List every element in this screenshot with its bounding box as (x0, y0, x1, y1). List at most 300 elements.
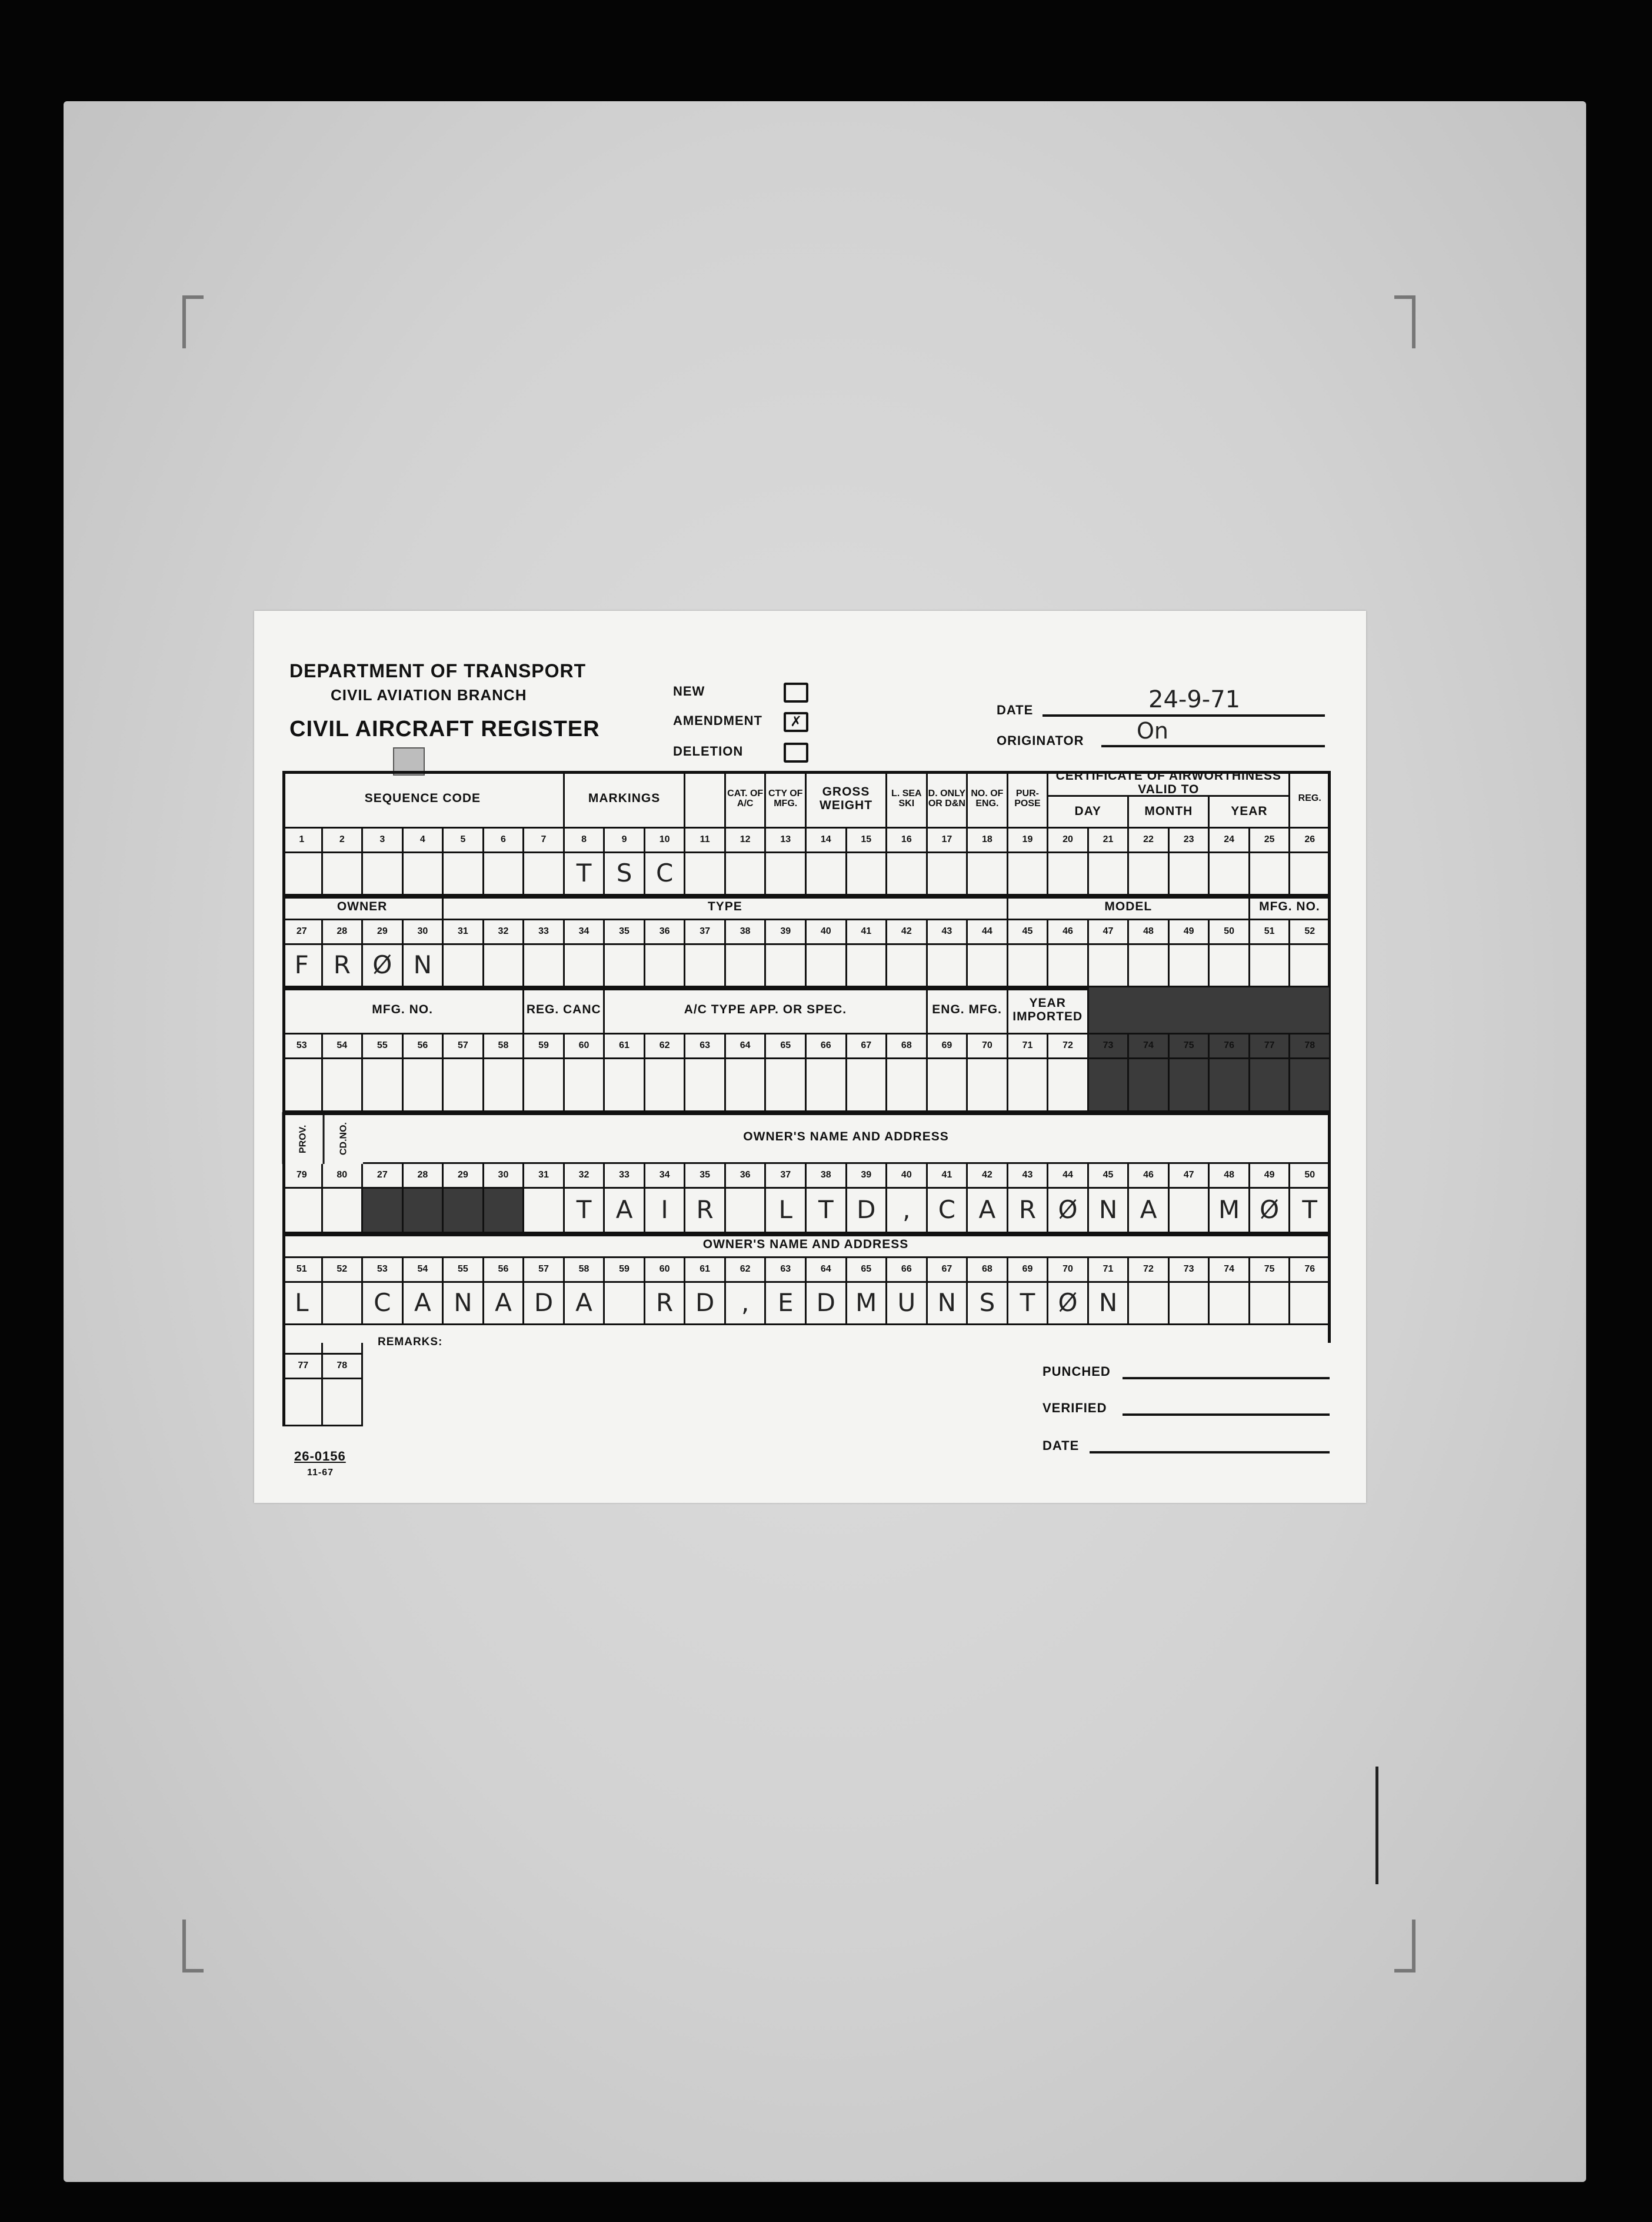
section4-number-33: 33 (605, 1164, 645, 1189)
section4-number-49: 49 (1250, 1164, 1291, 1189)
section1-entry-19[interactable] (1008, 853, 1049, 896)
section5-entry-1[interactable]: L (282, 1283, 323, 1325)
section3-entry-2[interactable] (323, 1059, 364, 1112)
section4-entry-4[interactable] (404, 1189, 444, 1233)
section5-entry-25[interactable] (1250, 1283, 1291, 1325)
section5-entry-11[interactable]: D (685, 1283, 726, 1325)
section4-entry-24[interactable]: M (1210, 1189, 1250, 1233)
section1-entry-12[interactable] (726, 853, 767, 896)
eng-mfg-header: ENG. MFG. (928, 987, 1008, 1035)
section2-number-45: 45 (1008, 920, 1049, 945)
gross-weight-header: GROSS WEIGHT (807, 771, 887, 829)
section4-number-45: 45 (1089, 1164, 1130, 1189)
section4-entry-5[interactable] (444, 1189, 484, 1233)
option-amendment-label: AMENDMENT (673, 713, 762, 728)
section2-number-42: 42 (887, 920, 928, 945)
section4-entry-25[interactable]: Ø (1250, 1189, 1291, 1233)
section3-entry-4[interactable] (404, 1059, 444, 1112)
section5-entry-2[interactable] (323, 1283, 364, 1325)
section1-entry-7[interactable] (524, 853, 565, 896)
section5-number-57: 57 (524, 1258, 565, 1283)
section4-entry-1[interactable] (282, 1189, 323, 1233)
deletion-checkbox[interactable] (784, 743, 808, 763)
section4-entry-7[interactable] (524, 1189, 565, 1233)
section4-entry-26[interactable]: T (1290, 1189, 1331, 1233)
section3-entry-17[interactable] (928, 1059, 968, 1112)
originator-label: ORIGINATOR (997, 733, 1084, 748)
section2-number-35: 35 (605, 920, 645, 945)
department-title: DEPARTMENT OF TRANSPORT (289, 660, 587, 681)
section4-entry-14[interactable]: T (807, 1189, 847, 1233)
section4-number-36: 36 (726, 1164, 767, 1189)
section5-number-58: 58 (565, 1258, 605, 1283)
section2-number-44: 44 (968, 920, 1008, 945)
section5-entry-24[interactable] (1210, 1283, 1250, 1325)
section3-number-71: 71 (1008, 1035, 1049, 1059)
section1-number-20: 20 (1048, 829, 1089, 853)
section2-entry-16[interactable] (887, 945, 928, 987)
section5-entry-20[interactable]: Ø (1048, 1283, 1089, 1325)
cty-header: CTY OF MFG. (766, 771, 807, 829)
section5-entry-4[interactable]: A (404, 1283, 444, 1325)
section5-number-59: 59 (605, 1258, 645, 1283)
section2-entry-26[interactable] (1290, 945, 1331, 987)
section5-entry-17[interactable]: N (928, 1283, 968, 1325)
section1-entry-13[interactable] (766, 853, 807, 896)
section3-entry-11[interactable] (685, 1059, 726, 1112)
section3-number-76: 76 (1210, 1035, 1250, 1059)
section5-entry-22[interactable] (1129, 1283, 1170, 1325)
section1-number-15: 15 (847, 829, 888, 853)
section1-entry-3[interactable] (363, 853, 404, 896)
punched-line (1123, 1377, 1330, 1379)
cat-header: CAT. OF A/C (726, 771, 767, 829)
section3-entry-9[interactable] (605, 1059, 645, 1112)
section1-entry-6[interactable] (484, 853, 525, 896)
remarks-label: REMARKS: (378, 1336, 443, 1348)
originator-line (1101, 745, 1325, 747)
section2-number-43: 43 (928, 920, 968, 945)
section4-entry-15[interactable]: D (847, 1189, 888, 1233)
section2-entry-13[interactable] (766, 945, 807, 987)
section1-entry-10[interactable]: C (645, 853, 686, 896)
section5-number-62: 62 (726, 1258, 767, 1283)
owner-header: OWNER (282, 896, 444, 920)
section5-entry-8[interactable]: A (565, 1283, 605, 1325)
owner-name-header-1: OWNER'S NAME AND ADDRESS (363, 1112, 1331, 1164)
section2-number-33: 33 (524, 920, 565, 945)
section5-entry-3[interactable]: C (363, 1283, 404, 1325)
section3-number-73: 73 (1089, 1035, 1130, 1059)
section4-entry-19[interactable]: R (1008, 1189, 1049, 1233)
section4-number-37: 37 (766, 1164, 807, 1189)
section3-entry-21[interactable] (1089, 1059, 1130, 1112)
section4-entry-22[interactable]: A (1129, 1189, 1170, 1233)
section3-number-56: 56 (404, 1035, 444, 1059)
section3-number-65: 65 (766, 1035, 807, 1059)
section1-number-21: 21 (1089, 829, 1130, 853)
section3-entry-13[interactable] (766, 1059, 807, 1112)
section1-entry-15[interactable] (847, 853, 888, 896)
section5-entry-26[interactable] (1290, 1283, 1331, 1325)
section3-entry-6[interactable] (484, 1059, 525, 1112)
section4-number-40: 40 (887, 1164, 928, 1189)
section2-entry-17[interactable] (928, 945, 968, 987)
section3-number-66: 66 (807, 1035, 847, 1059)
amendment-checkbox[interactable] (784, 712, 808, 732)
section4-number-50: 50 (1290, 1164, 1331, 1189)
mfg-no-header-2: MFG. NO. (1250, 896, 1331, 920)
section5-number-53: 53 (363, 1258, 404, 1283)
section5-entry-9[interactable] (605, 1283, 645, 1325)
section4-number-39: 39 (847, 1164, 888, 1189)
section2-entry-4[interactable]: N (404, 945, 444, 987)
section3-number-64: 64 (726, 1035, 767, 1059)
section1-number-3: 3 (363, 829, 404, 853)
section4-number-48: 48 (1210, 1164, 1250, 1189)
year-imported-header: YEAR IMPORTED (1008, 987, 1089, 1035)
punched-label: PUNCHED (1043, 1364, 1111, 1379)
section3-entry-3[interactable] (363, 1059, 404, 1112)
no-eng-header: NO. OF ENG. (968, 771, 1008, 829)
section5-number-67: 67 (928, 1258, 968, 1283)
section1-number-8: 8 (565, 829, 605, 853)
section1-number-11: 11 (685, 829, 726, 853)
section1-number-16: 16 (887, 829, 928, 853)
section5-number-70: 70 (1048, 1258, 1089, 1283)
section3-entry-8[interactable] (565, 1059, 605, 1112)
section2-entry-24[interactable] (1210, 945, 1250, 987)
date-label: DATE (997, 703, 1034, 717)
section4-number-35: 35 (685, 1164, 726, 1189)
section1-entry-24[interactable] (1210, 853, 1250, 896)
footer-date-label: DATE (1043, 1438, 1080, 1453)
shaded-header (1089, 987, 1331, 1035)
new-checkbox[interactable] (784, 683, 808, 703)
section3-number-53: 53 (282, 1035, 323, 1059)
section2-entry-7[interactable] (524, 945, 565, 987)
section3-entry-24[interactable] (1210, 1059, 1250, 1112)
section1-entry-11[interactable] (685, 853, 726, 896)
section5-number-65: 65 (847, 1258, 888, 1283)
section2-entry-18[interactable] (968, 945, 1008, 987)
section5-number-69: 69 (1008, 1258, 1049, 1283)
section3-entry-18[interactable] (968, 1059, 1008, 1112)
section1-number-24: 24 (1210, 829, 1250, 853)
section4-number-80: 80 (323, 1164, 364, 1189)
section1-number-5: 5 (444, 829, 484, 853)
section1-number-2: 2 (323, 829, 364, 853)
section1-entry-20[interactable] (1048, 853, 1089, 896)
section3-number-69: 69 (928, 1035, 968, 1059)
footer-entry-77[interactable] (282, 1379, 323, 1426)
section4-entry-11[interactable]: R (685, 1189, 726, 1233)
section2-entry-21[interactable] (1089, 945, 1130, 987)
section2-number-49: 49 (1170, 920, 1210, 945)
section2-entry-8[interactable] (565, 945, 605, 987)
section1-number-25: 25 (1250, 829, 1291, 853)
section3-entry-22[interactable] (1129, 1059, 1170, 1112)
section1-number-6: 6 (484, 829, 525, 853)
section5-number-66: 66 (887, 1258, 928, 1283)
section3-number-60: 60 (565, 1035, 605, 1059)
section4-entry-6[interactable] (484, 1189, 525, 1233)
section1-number-7: 7 (524, 829, 565, 853)
section1-number-18: 18 (968, 829, 1008, 853)
section4-entry-18[interactable]: A (968, 1189, 1008, 1233)
section2-number-51: 51 (1250, 920, 1291, 945)
reg-header: REG. (1290, 771, 1331, 829)
section2-number-39: 39 (766, 920, 807, 945)
section5-entry-18[interactable]: S (968, 1283, 1008, 1325)
section4-entry-3[interactable] (363, 1189, 404, 1233)
section2-number-36: 36 (645, 920, 686, 945)
section5-number-56: 56 (484, 1258, 525, 1283)
owner-name-header-2: OWNER'S NAME AND ADDRESS (282, 1233, 1331, 1258)
section1-entry-22[interactable] (1129, 853, 1170, 896)
section3-number-77: 77 (1250, 1035, 1291, 1059)
section5-number-61: 61 (685, 1258, 726, 1283)
section3-entry-15[interactable] (847, 1059, 888, 1112)
verified-line (1123, 1413, 1330, 1416)
section4-entry-10[interactable]: I (645, 1189, 686, 1233)
section1-entry-2[interactable] (323, 853, 364, 896)
section5-entry-6[interactable]: A (484, 1283, 525, 1325)
section3-entry-10[interactable] (645, 1059, 686, 1112)
section4-number-46: 46 (1129, 1164, 1170, 1189)
section5-entry-16[interactable]: U (887, 1283, 928, 1325)
footer-entry-78[interactable] (323, 1379, 364, 1426)
section5-number-63: 63 (766, 1258, 807, 1283)
branch-title: CIVIL AVIATION BRANCH (331, 686, 527, 704)
section1-entry-16[interactable] (887, 853, 928, 896)
year-header: YEAR (1210, 797, 1290, 829)
section2-entry-25[interactable] (1250, 945, 1291, 987)
amendment-check-mark: ✗ (790, 714, 802, 730)
section5-entry-21[interactable]: N (1089, 1283, 1130, 1325)
section2-number-46: 46 (1048, 920, 1089, 945)
ac-type-header: A/C TYPE APP. OR SPEC. (605, 987, 927, 1035)
section1-number-17: 17 (928, 829, 968, 853)
section4-entry-9[interactable]: A (605, 1189, 645, 1233)
section1-entry-14[interactable] (807, 853, 847, 896)
section3-entry-20[interactable] (1048, 1059, 1089, 1112)
section3-number-78: 78 (1290, 1035, 1331, 1059)
section3-entry-26[interactable] (1290, 1059, 1331, 1112)
section1-entry-5[interactable] (444, 853, 484, 896)
section2-entry-12[interactable] (726, 945, 767, 987)
section2-entry-2[interactable]: R (323, 945, 364, 987)
section2-number-27: 27 (282, 920, 323, 945)
section2-number-37: 37 (685, 920, 726, 945)
section1-number-23: 23 (1170, 829, 1210, 853)
section4-number-27: 27 (363, 1164, 404, 1189)
section4-number-42: 42 (968, 1164, 1008, 1189)
section2-entry-10[interactable] (645, 945, 686, 987)
section2-number-30: 30 (404, 920, 444, 945)
option-new-label: NEW (673, 684, 705, 698)
section2-number-34: 34 (565, 920, 605, 945)
register-title: CIVIL AIRCRAFT REGISTER (289, 717, 600, 741)
section5-entry-13[interactable]: E (766, 1283, 807, 1325)
section2-number-32: 32 (484, 920, 525, 945)
section4-entry-12[interactable] (726, 1189, 767, 1233)
section3-number-57: 57 (444, 1035, 484, 1059)
d-only-header: D. ONLY OR D&N (928, 771, 968, 829)
section2-entry-15[interactable] (847, 945, 888, 987)
section4-entry-2[interactable] (323, 1189, 364, 1233)
blank-header (685, 771, 726, 829)
section5-entry-15[interactable]: M (847, 1283, 888, 1325)
section2-entry-3[interactable]: Ø (363, 945, 404, 987)
section4-entry-23[interactable] (1170, 1189, 1210, 1233)
footer-number-78: 78 (323, 1355, 364, 1379)
section1-number-13: 13 (766, 829, 807, 853)
section3-number-67: 67 (847, 1035, 888, 1059)
footer-number-77: 77 (282, 1355, 323, 1379)
section4-entry-20[interactable]: Ø (1048, 1189, 1089, 1233)
section2-entry-1[interactable]: F (282, 945, 323, 987)
section1-number-9: 9 (605, 829, 645, 853)
section5-entry-23[interactable] (1170, 1283, 1210, 1325)
section4-entry-17[interactable]: C (928, 1189, 968, 1233)
section3-number-63: 63 (685, 1035, 726, 1059)
section3-number-62: 62 (645, 1035, 686, 1059)
section5-entry-19[interactable]: T (1008, 1283, 1049, 1325)
sequence-code-header: SEQUENCE CODE (282, 771, 565, 829)
section3-entry-23[interactable] (1170, 1059, 1210, 1112)
section3-number-74: 74 (1129, 1035, 1170, 1059)
section5-entry-14[interactable]: D (807, 1283, 847, 1325)
section3-number-61: 61 (605, 1035, 645, 1059)
section2-entry-9[interactable] (605, 945, 645, 987)
section2-entry-11[interactable] (685, 945, 726, 987)
section1-number-22: 22 (1129, 829, 1170, 853)
section2-number-28: 28 (323, 920, 364, 945)
certificate-header: CERTIFICATE OF AIRWORTHINESS VALID TO (1048, 771, 1290, 797)
day-header: DAY (1048, 797, 1129, 829)
footer-blank-top-2 (323, 1343, 364, 1355)
section5-number-71: 71 (1089, 1258, 1130, 1283)
section3-number-68: 68 (887, 1035, 928, 1059)
form-date: 11-67 (307, 1468, 334, 1478)
section2-entry-5[interactable] (444, 945, 484, 987)
section2-number-47: 47 (1089, 920, 1130, 945)
section1-entry-21[interactable] (1089, 853, 1130, 896)
markings-header: MARKINGS (565, 771, 686, 829)
register-grid (282, 769, 1331, 1371)
section3-entry-12[interactable] (726, 1059, 767, 1112)
section5-number-60: 60 (645, 1258, 686, 1283)
section1-entry-4[interactable] (404, 853, 444, 896)
model-header: MODEL (1008, 896, 1250, 920)
crop-mark-top-right (1394, 295, 1415, 348)
section4-number-30: 30 (484, 1164, 525, 1189)
section2-number-50: 50 (1210, 920, 1250, 945)
section5-entry-12[interactable]: , (726, 1283, 767, 1325)
prov-header: PROV. (282, 1112, 323, 1164)
crop-mark-top-left (182, 295, 204, 348)
section1-entry-9[interactable]: S (605, 853, 645, 896)
section5-number-75: 75 (1250, 1258, 1291, 1283)
section4-number-47: 47 (1170, 1164, 1210, 1189)
originator-value: On (1137, 718, 1168, 744)
register-card (254, 611, 1366, 1503)
section1-number-14: 14 (807, 829, 847, 853)
section5-number-68: 68 (968, 1258, 1008, 1283)
section4-entry-13[interactable]: L (766, 1189, 807, 1233)
section4-number-28: 28 (404, 1164, 444, 1189)
section5-number-52: 52 (323, 1258, 364, 1283)
section1-number-19: 19 (1008, 829, 1049, 853)
section4-number-79: 79 (282, 1164, 323, 1189)
date-value: 24-9-71 (1148, 686, 1241, 713)
purpose-header: PUR- POSE (1008, 771, 1049, 829)
section3-entry-7[interactable] (524, 1059, 565, 1112)
crop-mark-bottom-left (182, 1920, 204, 1972)
section1-entry-8[interactable]: T (565, 853, 605, 896)
section2-entry-22[interactable] (1129, 945, 1170, 987)
section1-entry-25[interactable] (1250, 853, 1291, 896)
section4-entry-8[interactable]: T (565, 1189, 605, 1233)
section5-entry-7[interactable]: D (524, 1283, 565, 1325)
section3-number-55: 55 (363, 1035, 404, 1059)
section1-entry-17[interactable] (928, 853, 968, 896)
section2-entry-23[interactable] (1170, 945, 1210, 987)
section1-entry-18[interactable] (968, 853, 1008, 896)
section4-number-34: 34 (645, 1164, 686, 1189)
mfg-no-header-3: MFG. NO. (282, 987, 524, 1035)
section4-entry-21[interactable]: N (1089, 1189, 1130, 1233)
date-line (1043, 714, 1325, 717)
section3-entry-16[interactable] (887, 1059, 928, 1112)
section1-entry-26[interactable] (1290, 853, 1331, 896)
section3-number-72: 72 (1048, 1035, 1089, 1059)
crop-mark-bottom-right (1394, 1920, 1415, 1972)
section5-number-76: 76 (1290, 1258, 1331, 1283)
section4-number-44: 44 (1048, 1164, 1089, 1189)
section2-entry-14[interactable] (807, 945, 847, 987)
section2-number-31: 31 (444, 920, 484, 945)
section5-entry-10[interactable]: R (645, 1283, 686, 1325)
section3-number-54: 54 (323, 1035, 364, 1059)
section4-entry-16[interactable]: , (887, 1189, 928, 1233)
option-deletion-label: DELETION (673, 744, 744, 759)
section2-entry-6[interactable] (484, 945, 525, 987)
section4-number-32: 32 (565, 1164, 605, 1189)
section4-number-38: 38 (807, 1164, 847, 1189)
section2-number-52: 52 (1290, 920, 1331, 945)
section1-number-4: 4 (404, 829, 444, 853)
section5-number-54: 54 (404, 1258, 444, 1283)
section5-entry-5[interactable]: N (444, 1283, 484, 1325)
section1-entry-1[interactable] (282, 853, 323, 896)
section1-number-1: 1 (282, 829, 323, 853)
section3-entry-19[interactable] (1008, 1059, 1049, 1112)
section2-entry-19[interactable] (1008, 945, 1049, 987)
section1-entry-23[interactable] (1170, 853, 1210, 896)
section3-entry-5[interactable] (444, 1059, 484, 1112)
section1-number-10: 10 (645, 829, 686, 853)
section4-number-41: 41 (928, 1164, 968, 1189)
section3-entry-14[interactable] (807, 1059, 847, 1112)
section5-number-51: 51 (282, 1258, 323, 1283)
section3-entry-25[interactable] (1250, 1059, 1291, 1112)
section2-entry-20[interactable] (1048, 945, 1089, 987)
section2-number-48: 48 (1129, 920, 1170, 945)
section3-entry-1[interactable] (282, 1059, 323, 1112)
section5-number-55: 55 (444, 1258, 484, 1283)
